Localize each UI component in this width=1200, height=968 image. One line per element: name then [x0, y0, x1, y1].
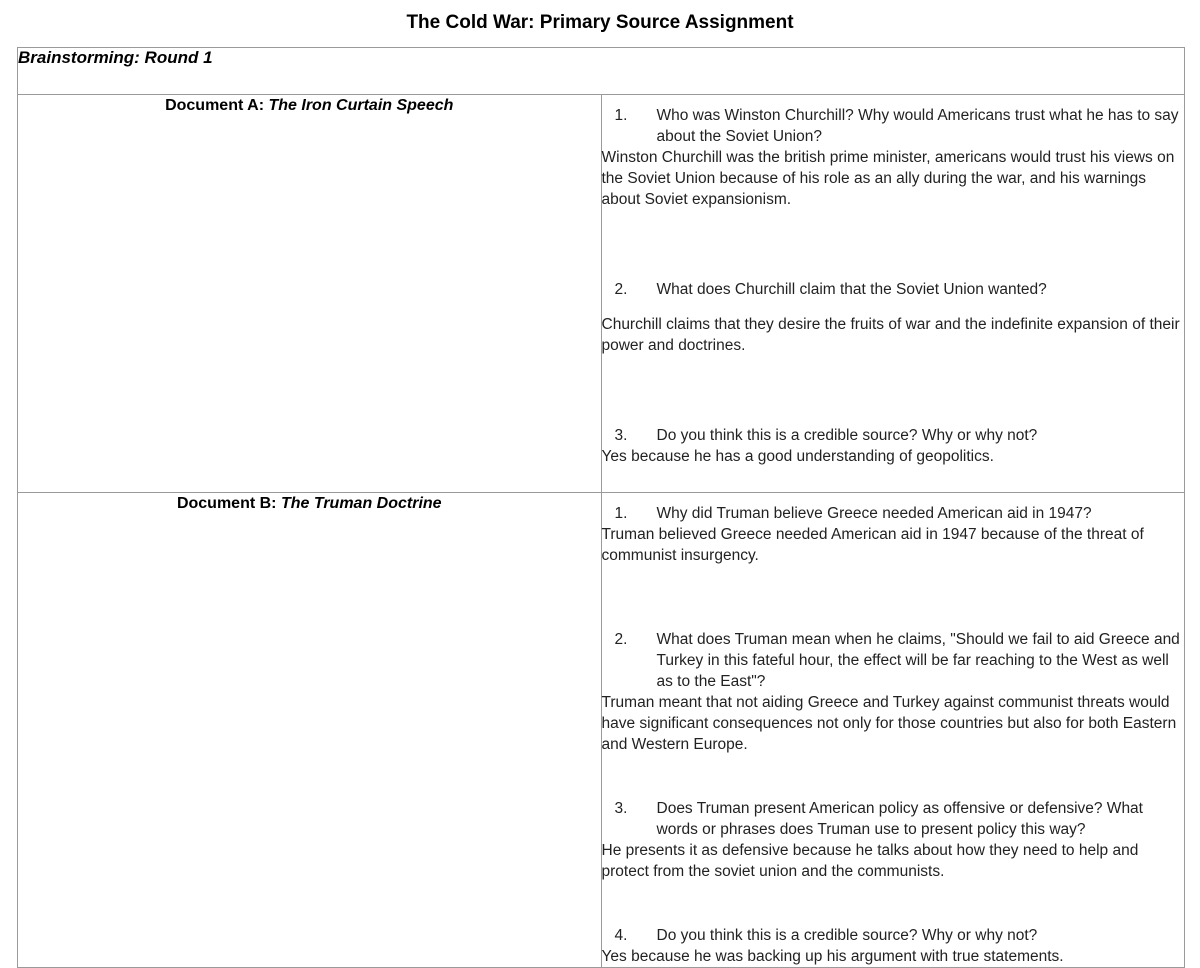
document-a-label: Document A:	[165, 97, 269, 114]
document-a-label-cell	[18, 95, 602, 493]
document-b-label-cell	[18, 493, 602, 968]
assignment-table	[17, 47, 1185, 968]
page-title: The Cold War: Primary Source Assignment	[406, 12, 794, 33]
document-b-title: The Truman Doctrine	[280, 495, 442, 512]
section-header: Brainstorming: Round 1	[18, 48, 1185, 95]
document-b-label: Document B:	[176, 495, 281, 512]
answer-b1[interactable]: Truman believed Greece needed American aid in 1947 because of the threat of communist insurgency.	[601, 526, 1144, 564]
document-row-a	[18, 95, 1185, 493]
question-b2: 2. What does Truman mean when he claims, "Should we fail to aid Greece and Turkey in this fateful hour, the effect will be far reaching to the West as well as to the East"?	[614, 631, 1180, 690]
question-b1: 1. Why did Truman believe Greece needed American aid in 1947?	[614, 505, 1092, 522]
question-a1: 1. Who was Winston Churchill? Why would Americans trust what he has to say about the Soviet Union?	[614, 107, 1179, 145]
document-b-answers	[601, 493, 1185, 968]
answer-b2[interactable]: Truman meant that not aiding Greece and Turkey against communist threats would have significant consequences not only for those countries but also for both Eastern and Western Europe.	[601, 694, 1177, 753]
question-b3: 3. Does Truman present American policy as offensive or defensive? What words or phrases does Truman use to present policy this way?	[614, 800, 1143, 838]
document-a-answers	[601, 95, 1185, 493]
answer-b3[interactable]: He presents it as defensive because he talks about how they need to help and protect from the soviet union and the communists.	[601, 842, 1139, 880]
answer-a3[interactable]: Yes because he has a good understanding of geopolitics.	[601, 448, 994, 465]
document-row-b	[18, 493, 1185, 968]
document-a-title: The Iron Curtain Speech	[268, 97, 454, 114]
answer-b4[interactable]: Yes because he was backing up his argument with true statements.	[601, 948, 1064, 965]
question-b4: 4. Do you think this is a credible source? Why or why not?	[614, 927, 1038, 944]
question-a3: 3. Do you think this is a credible source? Why or why not?	[614, 427, 1038, 444]
answer-a1[interactable]: Winston Churchill was the british prime minister, americans would trust his views on the Soviet Union because of his role as an ally during the war, and his warnings about Soviet expansionism.	[601, 149, 1175, 208]
question-a2: 2. What does Churchill claim that the Soviet Union wanted?	[614, 281, 1047, 298]
answer-a2[interactable]: Churchill claims that they desire the fruits of war and the indefinite expansion of their power and doctrines.	[601, 316, 1180, 354]
